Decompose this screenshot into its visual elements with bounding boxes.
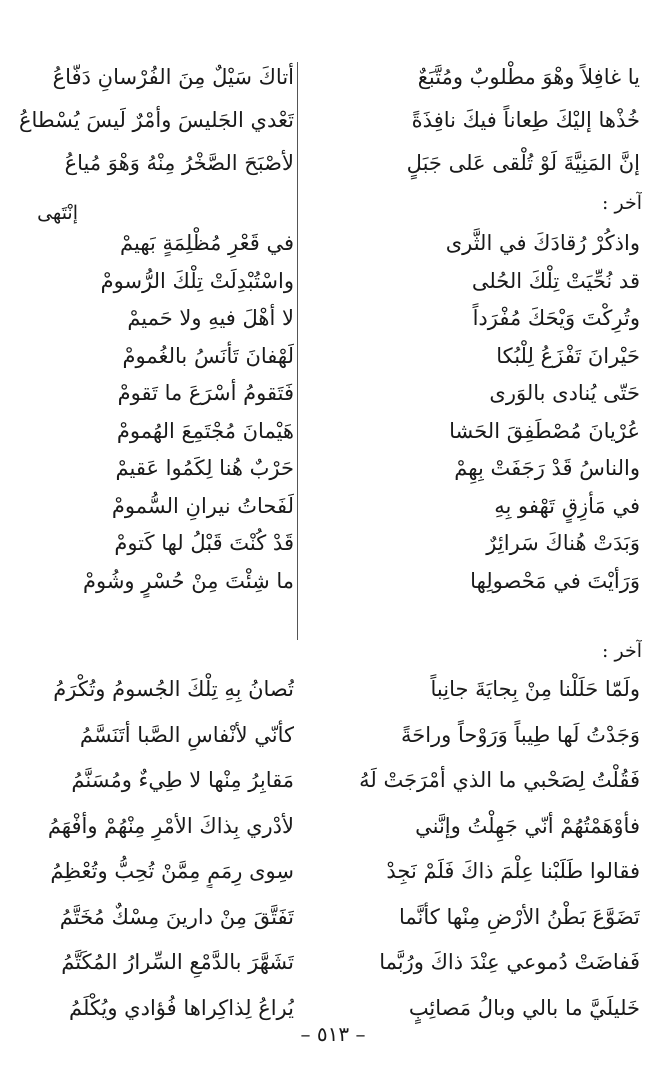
verse-first-hemistich: قد نُحِّيَتْ تِلْكَ الحُلى	[471, 268, 640, 293]
verse-first-hemistich: وَبَدَتْ هُناكَ سَرائِرٌ	[486, 531, 640, 555]
section-label: آخر :	[602, 192, 642, 214]
verse-second-hemistich: ما شِئْتَ مِنْ حُسْرٍ وشُومْ	[82, 568, 294, 593]
verse-first-hemistich: والناسُ قَدْ رَجَفَتْ بِهِمْ	[454, 456, 640, 480]
verse-second-hemistich: لَفَحاتُ نيرانِ السُّمومْ	[111, 493, 294, 518]
verse-second-hemistich: لا أهْلَ فيهِ ولا حَميمْ	[127, 306, 294, 330]
verse-first-hemistich: وتُرِكْتَ وَيْحَكَ مُفْرَداً	[472, 306, 640, 330]
verse-first-hemistich: فَفاضَتْ دُموعي عِنْدَ ذاكَ ورُبَّما	[379, 950, 640, 974]
end-marker: إنْتَهى	[37, 202, 78, 224]
verse-second-hemistich: أتاكَ سَيْلٌ مِنَ الفُرْسانِ دَفّاعُ	[52, 65, 294, 89]
verse-second-hemistich: لأصْبَحَ الصَّخْرُ مِنْهُ وَهْوَ مُياعُ	[64, 151, 294, 175]
verse-first-hemistich: يا غافِلاً وهْوَ مطْلوبٌ ومُتَّبَعٌ	[417, 65, 640, 89]
verse-second-hemistich: في قَعْرِ مُظْلِمَةٍ بَهيمْ	[120, 231, 294, 255]
page-number: – ٥١٣ –	[300, 1022, 366, 1046]
section-label: آخر :	[602, 640, 642, 662]
verse-second-hemistich: فَتَقومُ أسْرَعَ ما تَقومْ	[117, 381, 294, 405]
verse-first-hemistich: فقالوا طَلَبْنا عِلْمَ ذاكَ فَلَمْ نَجِدْ	[386, 859, 640, 883]
verse-second-hemistich: لأدْري بِذاكَ الأمْرِ مِنْهُمْ وأفْهَمُ	[47, 813, 294, 838]
verse-first-hemistich: حَيْرانَ تَفْزَعُ لِلْبُكا	[496, 343, 640, 368]
verse-second-hemistich: يُراعُ لِذاكِراها فُؤادي ويُكْلَمُ	[69, 995, 294, 1020]
verse-second-hemistich: مَقابِرُ مِنْها لا طِيءٌ ومُسَنَّمُ	[71, 768, 294, 792]
verse-first-hemistich: حَتّى يُنادى بالوَرى	[489, 381, 640, 405]
verse-second-hemistich: حَرْبٌ هُنا لِكَمُوا عَقيمْ	[115, 456, 294, 480]
verse-first-hemistich: وَرَأيْتَ في مَحْصولِها	[470, 568, 640, 593]
verse-first-hemistich: في مَأزِقٍ تَهْفو بِهِ	[494, 493, 640, 518]
verse-first-hemistich: إنَّ المَنِيَّةَ لَوْ تُلْقى عَلى جَبَلٍ	[406, 151, 640, 175]
verse-first-hemistich: ولَمّا حَلَلْنا مِنْ بِجايَةَ جانِباً	[430, 677, 640, 701]
verse-second-hemistich: تَعْدي الجَليسَ وأمْرٌ لَيسَ يُسْطاعُ	[18, 108, 294, 132]
verse-first-hemistich: خَليلَيَّ ما بالي وبالُ مَصائِبٍ	[408, 995, 640, 1020]
verse-second-hemistich: تَشَهَّرَ بالدَّمْعِ السِّرارُ المُكَتَّمُ	[61, 950, 294, 974]
verse-second-hemistich: واسْتُبْدِلَتْ تِلْكَ الرُّسومْ	[100, 268, 294, 293]
verse-second-hemistich: قَدْ كُنْتَ قَبْلُ لها كَتومْ	[114, 531, 294, 555]
verse-first-hemistich: عُرْيانَ مُصْطَفِقَ الحَشا	[449, 418, 640, 443]
column-divider	[297, 62, 298, 640]
verse-second-hemistich: كأنّي لأنْفاسِ الصَّبا أتَنَسَّمُ	[79, 722, 294, 747]
verse-second-hemistich: تُصانُ بِهِ تِلْكَ الجُسومُ وتُكْرَمُ	[53, 677, 294, 701]
verse-second-hemistich: تَفَتَّقَ مِنْ دارينَ مِسْكٌ مُخَتَّمُ	[59, 904, 294, 929]
verse-first-hemistich: فأوْهَمْتُهُمْ أنّي جَهِلْتُ وإنَّني	[415, 813, 640, 838]
verse-second-hemistich: سِوى رِمَمٍ مِمَّنْ تُحِبُّ وتُعْظِمُ	[50, 859, 294, 883]
verse-second-hemistich: لَهْفانَ تَأنَسُ بالغُمومْ	[122, 343, 294, 368]
verse-first-hemistich: واذكُرْ رُقادَكَ في الثَّرى	[445, 231, 640, 255]
verse-first-hemistich: فَقُلْتُ لِصَحْبي ما الذي أمْرَجَتْ لَهُ	[359, 768, 640, 792]
verse-first-hemistich: خُذْها إليْكَ طِعاناً فيكَ نافِذَةً	[411, 108, 640, 132]
verse-second-hemistich: هَيْمانَ مُجْتَمِعَ الهُمومْ	[116, 418, 294, 443]
verse-first-hemistich: تَضَوَّعَ بَطْنُ الأرْضِ مِنْها كأنَّما	[399, 904, 640, 929]
verse-first-hemistich: وَجَدْتُ لَها طِيباً وَرَوْحاً وراحَةً	[400, 722, 640, 747]
